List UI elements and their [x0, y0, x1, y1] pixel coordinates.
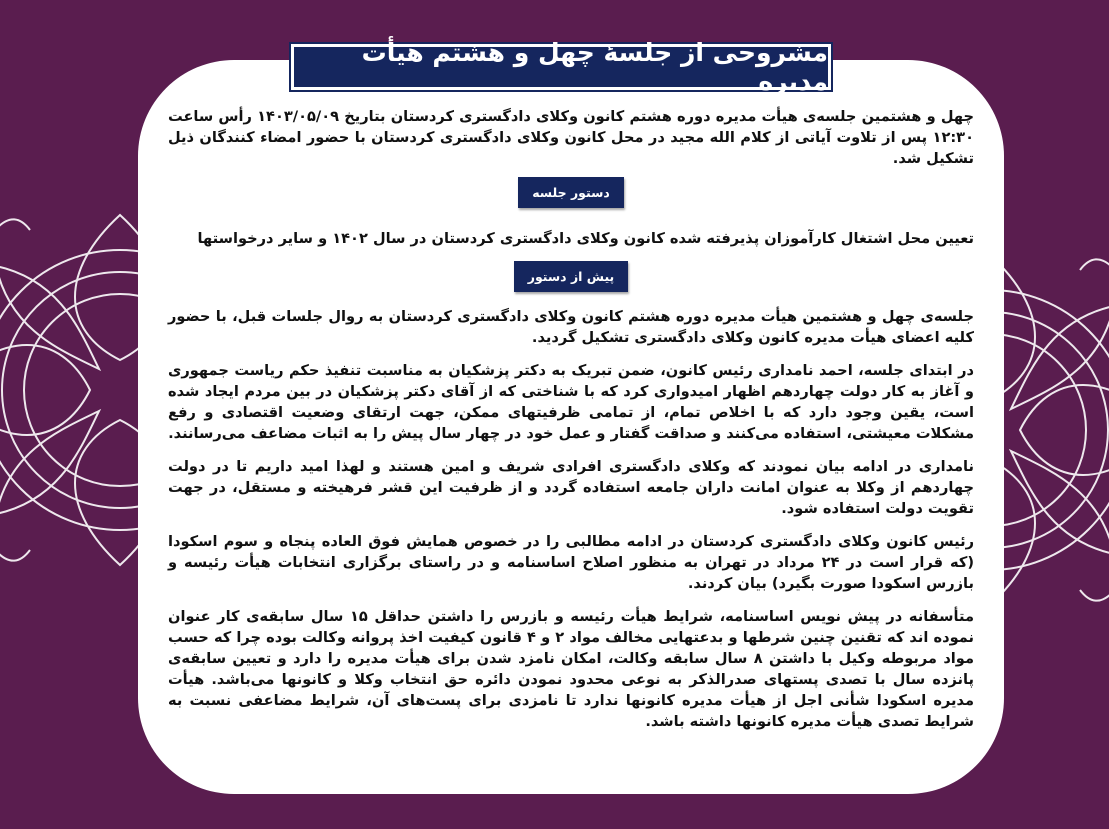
- pre-agenda-label-badge: پیش از دستور: [514, 261, 629, 292]
- body-paragraph: جلسه‌ی چهل و هشتمین هیأت مدیره دوره هشتم کانون وکلای دادگستری کردستان به روال جلسات قبل، با حضور کلیه اعضای هیأت مدیره کانون وکلای دادگستری تشکیل گردید.: [168, 308, 974, 346]
- document-title: مشروحی از جلسهٔ چهل و هشتم هیأت مدیره: [291, 44, 831, 90]
- body-paragraph: نامداری در ادامه بیان نمودند که وکلای دادگستری افرادی شریف و امین هستند و لهذا امید داریم تا در دولت چهاردهم از وکلا به عنوان امانت داران جامعه استفاده گردد و از ظرفیت این قشر فرهیخته و مستقل، در جهت تقویت دولت استفاده شود.: [168, 458, 974, 517]
- body-paragraph: متأسفانه در پیش نویس اساسنامه، شرایط هیأت رئیسه و بازرس را داشتن حداقل ۱۵ سال سابقه‌ی کار عنوان نموده اند که تقنین چنین شرطها و بدعتهایی مخالف مواد ۲ و ۴ قانون کیفیت اخذ پروانه وکالت بوده چرا که حسب مواد مربوطه وکیل با داشتن ۸ سال سابقه وکالت، امکان نامزد شدن برای هیأت مدیره را دارد و تعیین سابقه‌ی پانزده سال با تصدی پستهای صدرالذکر به نوعی محدود نمودن دائره حق انتخاب وکلا و کانونها می‌باشد. هیأت مدیره اسکودا شأنی اجل از هیأت مدیره کانونها ندارد تا نامزدی برای پست‌های آن، شرایط مضاعفی نسبت به شرایط تصدی هیأت مدیره کانونها داشته باشد.: [168, 608, 975, 730]
- agenda-label-badge: دستور جلسه: [518, 177, 624, 208]
- intro-paragraph: چهل و هشتمین جلسه‌ی هیأت مدیره دوره هشتم کانون وکلای دادگستری کردستان بتاریخ ۱۴۰۳/۰۵/۰۹ رأس ساعت ۱۲:۳۰ پس از تلاوت آیاتی از کلام الله مجید در محل کانون وکلای دادگستری کردستان با حضور امضاء کنندگان ذیل تشکیل شد.: [168, 108, 974, 167]
- content-card: [138, 60, 1004, 794]
- document-body: [168, 106, 974, 732]
- agenda-text: تعیین محل اشتغال کارآموزان پذیرفته شده کانون وکلای دادگستری کردستان در سال ۱۴۰۲ و سایر درخواستها: [197, 230, 974, 247]
- body-paragraph: در ابتدای جلسه، احمد نامداری رئیس کانون، ضمن تبریک به دکتر پزشکیان به مناسبت تنفیذ حکم ریاست جمهوری و آغاز به کار دولت چهاردهم اظهار امیدواری کرد که با شناختی که از آقای دکتر پزشکیان در بین مردم ایجاد شده است، یقین وجود دارد که با اخلاص تمام، از تمامی ظرفیتهای ممکن، جهت ارتقای وضعیت اقتصادی و رفع مشکلات معیشتی، استفاده می‌کنند و صداقت گفتار و عمل خود در چهار سال پیش را به اثبات مضاعف می‌رسانند.: [168, 362, 974, 442]
- body-paragraph: رئیس کانون وکلای دادگستری کردستان در ادامه مطالبی را در خصوص همایش فوق العاده پنجاه و سوم اسکودا (که قرار است در ۲۴ مرداد در تهران به منظور اصلاح اساسنامه و در راستای برگزاری انتخابات هیأت رئیسه و بازرس اسکودا صورت بگیرد) بیان کردند.: [168, 533, 974, 592]
